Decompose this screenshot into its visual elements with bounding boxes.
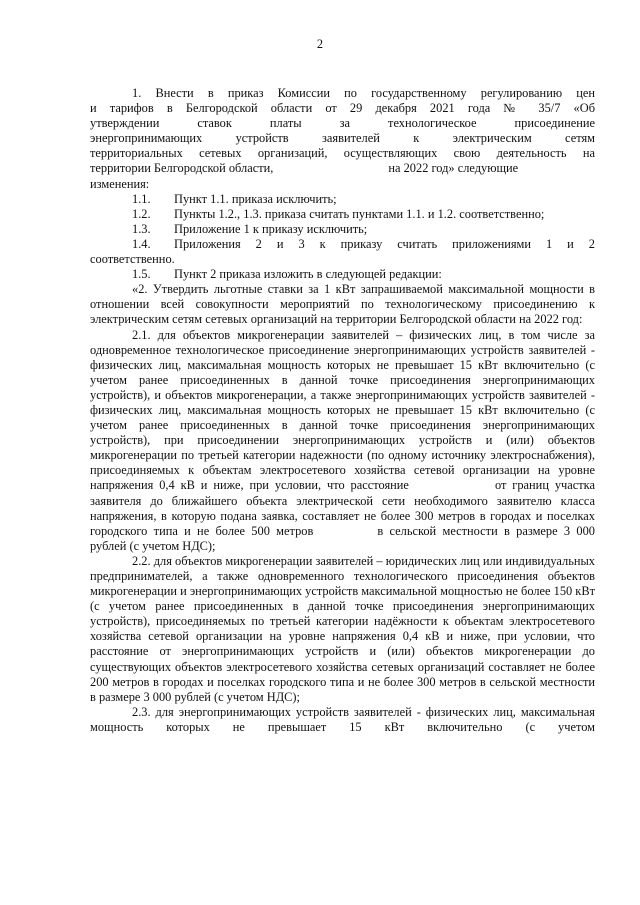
p1-line-6-part-a: территории Белгородской области, [90,161,274,176]
clause-2-1-part-a: 2.1. для объектов микрогенерации заявителей – физических лиц, в том числе за одновременное технологическое присоединение энергопринимающих устройств заявителей - физических лиц, максимальная мощность которых не превышает 15 кВт включительно (с учетом ранее присоединенных в данной точке присоединения энергопринимающих устройств), и объектов микрогенерации, а также энергопринимающих устройств заявителей - физических лиц, максимальная мощность которых не превышает 15 кВт включительно (с учетом ранее присоединенных в данной точке присоединения энергопринимающих устройств), при присоединении энергопринимающих устройств и (или) объектов микрогенерации по третьей категории надежности (по одному источнику электроснабжения), присоединяемых к объектам электросетевого хозяйства сетевой организации на уровне напряжения 0,4 кВ и ниже, при условии, что расстояние [90,327,595,493]
list-item-1-4-continuation: соответственно. [90,252,175,267]
clause-2-1 [90,328,595,554]
item-text: Приложение 1 к приказу исключить; [174,221,368,236]
item-text: Пункт 2 приказа изложить в следующей редакции: [174,267,442,282]
p1-line-2: и тарифов в Белгородской области от 29 декабря 2021 года № 35/7 «Об [90,101,595,116]
item-text: Пункт 1.1. приказа исключить; [174,191,337,206]
p1-line-6 [90,161,595,176]
clause-2-1-part-c: в сельской местности в размере 3 000 рублей (с учетом НДС); [90,523,596,553]
list-item-1-5 [90,267,595,282]
p1-line-5: территориальных сетевых организаций, осуществляющих свою деятельность на [90,146,595,161]
list-item-1-3 [90,222,595,237]
p1-line-3: утверждении ставок платы за технологическое присоединение [90,116,595,131]
p1-line-1: 1. Внести в приказ Комиссии по государственному регулированию цен [132,86,595,100]
quoted-clause-2: «2. Утвердить льготные ставки за 1 кВт запрашиваемой максимальной мощности в отношении всей совокупности мероприятий по технологическому присоединению к электрическим сетям сетевых организаций на территории Белгородской области на 2022 год: [90,282,595,327]
list-item-1-1 [90,192,595,207]
item-number: 1.3. [132,221,151,236]
item-number: 1.4. [132,236,151,251]
item-number: 1.2. [132,206,151,221]
p1-line-7: изменения: [90,176,150,191]
item-number: 1.1. [132,191,151,206]
list-item-1-2 [90,207,595,222]
clause-2-1-part-b: от границ участка заявителя до ближайшего объекта электрической сети необходимого заявителю класса напряжения, в которую подана заявка, составляет не более 300 метров в городах и поселках городского типа и не более 500 метров [90,478,596,538]
clause-2-2: 2.2. для объектов микрогенерации заявителей – юридических лиц или индивидуальных предпринимателей, а также одновременного технологического присоединения объектов микрогенерации и энергопринимающих устройств максимальной мощностью не более 150 кВт (с учетом ранее присоединенных в данной точке присоединения энергопринимающих устройств), присоединяемых по третьей категории надёжности к объектам электросетевого хозяйства сетевой организации на уровне напряжения 0,4 кВ и ниже, при условии, что расстояние от энергопринимающих устройств и (или) объектов микрогенерации до существующих объектов электросетевого хозяйства сетевых организаций составляет не более 200 метров в городах и поселках городского типа и не более 300 метров в сельской местности в размере 3 000 рублей (с учетом НДС); [90,553,596,704]
page-number: 2 [316,37,324,51]
list-item-1-4 [90,237,595,252]
clause-2-3: 2.3. для энергопринимающих устройств заявителей - физических лиц, максимальная мощность которых не превышает 15 кВт включительно (с учетом [90,704,595,734]
paragraph-1 [90,86,595,192]
item-number: 1.5. [132,267,151,282]
item-text: Приложения 2 и 3 к приказу считать приложениями 1 и 2 [174,236,595,251]
document-body [90,86,595,735]
p1-line-4: энергопринимающих устройств заявителей к электрическим сетям [90,131,595,146]
item-text: Пункты 1.2., 1.3. приказа считать пунктами 1.1. и 1.2. соответственно; [174,206,545,221]
p1-line-6-part-b: на 2022 год» следующие [388,161,519,176]
